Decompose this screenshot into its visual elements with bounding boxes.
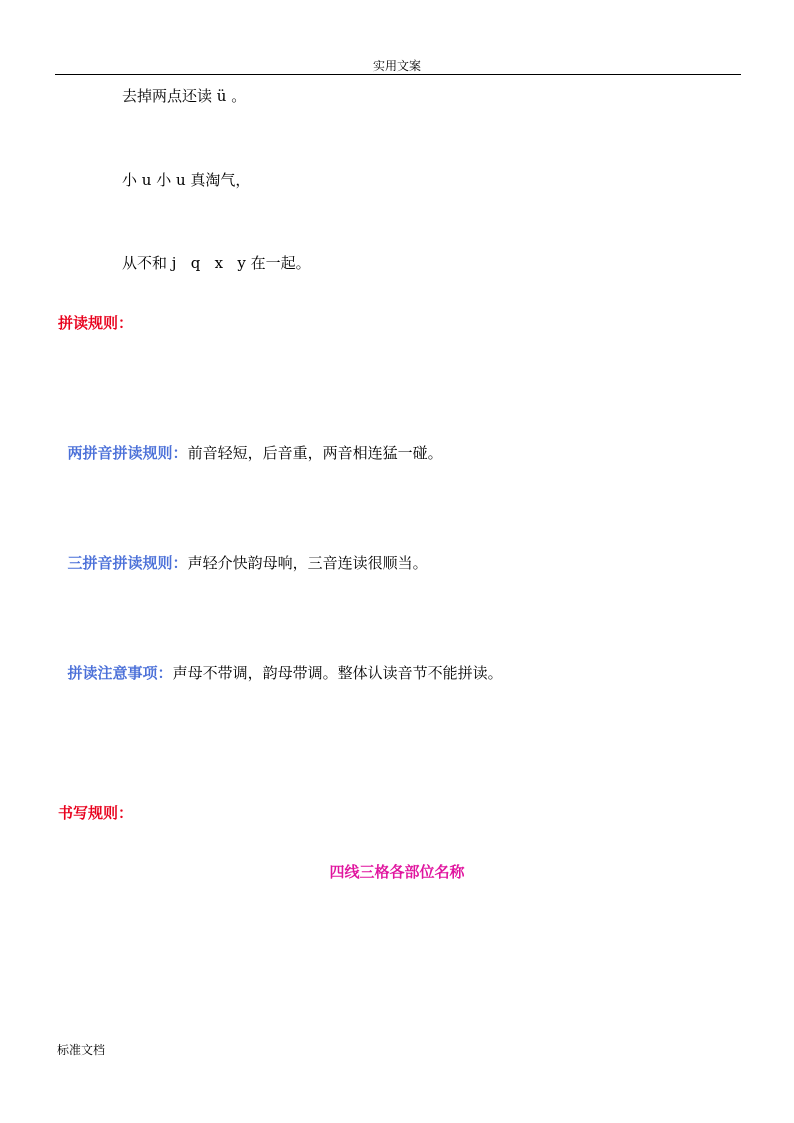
- rhyme-line-2: 小 u 小 u 真淘气，: [122, 171, 251, 189]
- four-line-grid-title: 四线三格各部位名称: [329, 863, 465, 881]
- three-sound-rule-label: 三拼音拼读规则：: [67, 554, 188, 572]
- rhyme-line-3: 从不和 j q x y 在一起。: [122, 254, 311, 272]
- spelling-notes: [58, 643, 503, 683]
- header-divider: [55, 74, 741, 75]
- spelling-notes-label: 拼读注意事项：: [67, 664, 173, 682]
- three-sound-rule-text: 声轻介快韵母响，三音连读很顺当。: [187, 554, 428, 572]
- rhyme-line-1: 去掉两点还读 ü 。: [122, 87, 247, 105]
- page-footer: 标准文档: [57, 1043, 106, 1057]
- spelling-rules-heading: 拼读规则：: [58, 314, 134, 332]
- two-sound-rule: [58, 423, 443, 463]
- two-sound-rule-text: 前音轻短，后音重，两音相连猛一碰。: [187, 444, 443, 462]
- writing-rules-heading: 书写规则：: [58, 804, 134, 822]
- three-sound-rule: [58, 533, 428, 573]
- two-sound-rule-label: 两拼音拼读规则：: [67, 444, 188, 462]
- spelling-notes-text: 声母不带调，韵母带调。整体认读音节不能拼读。: [172, 664, 503, 682]
- page-header-title: 实用文案: [372, 59, 421, 73]
